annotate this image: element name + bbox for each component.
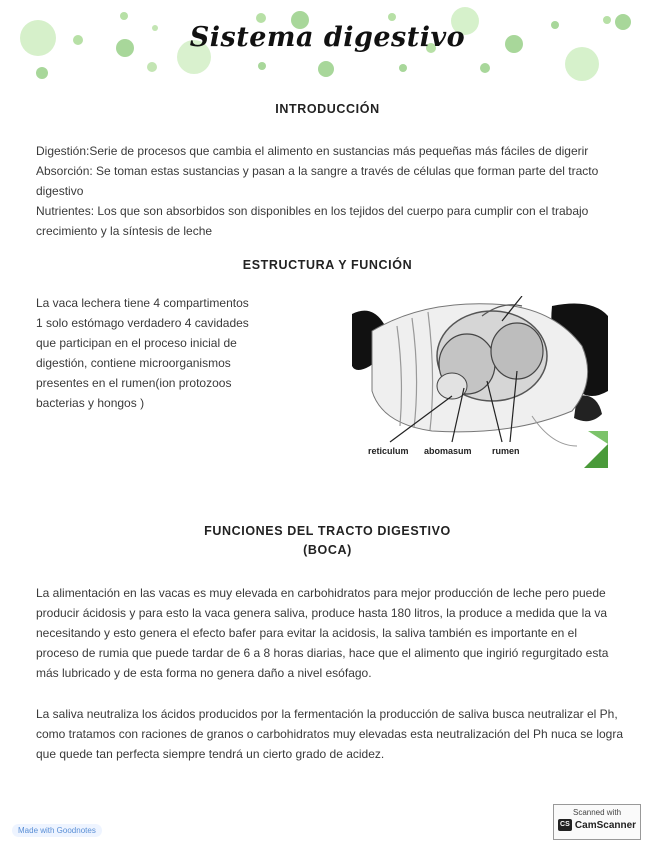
text-line: proceso de rumia que puede tardar de 6 a 8 horas diarias, hace que el alimento que ingirió regurgitado esta bbox=[36, 646, 609, 660]
label-reticulum: reticulum bbox=[368, 446, 409, 456]
page-title: Sistema digestivo bbox=[189, 22, 466, 53]
text-line: Digestión:Serie de procesos que cambia el alimento en sustancias más pequeñas más fáciles de digerir bbox=[36, 144, 589, 158]
text-line: La vaca lechera tiene 4 compartimentos bbox=[36, 296, 249, 310]
text-line: La alimentación en las vacas es muy elevada en carbohidratos para mejor producción de leche pero puede bbox=[36, 586, 606, 600]
scanner-brand: CamScanner bbox=[574, 819, 637, 831]
section-subheading-boca: (BOCA) bbox=[303, 543, 352, 557]
text-line: como tratamos con raciones de granos o carbohidratos muy elevadas esta neutralización del Ph nuca se logra bbox=[36, 727, 623, 741]
estructura-text bbox=[36, 293, 249, 413]
cow-stomach-illustration bbox=[352, 296, 608, 468]
goodnotes-badge: Made with Goodnotes bbox=[12, 824, 102, 837]
scanner-caption: Scanned with bbox=[572, 808, 622, 817]
section-heading-introduccion: INTRODUCCIÓN bbox=[275, 102, 380, 116]
label-rumen: rumen bbox=[492, 446, 520, 456]
camscanner-logo-icon: CS bbox=[558, 819, 572, 831]
text-line: más lubricado y de esta forma no genera daño a nivel esófago. bbox=[36, 666, 372, 680]
text-line: necesitando y esto genera el efecto bafer para evitar la acidosis, la saliva también es importante en el bbox=[36, 626, 577, 640]
camscanner-badge bbox=[553, 804, 641, 840]
funciones-paragraph-2 bbox=[36, 704, 623, 764]
funciones-paragraph-1 bbox=[36, 583, 608, 683]
section-heading-estructura: ESTRUCTURA Y FUNCIÓN bbox=[242, 258, 413, 272]
text-line: que quede tan perfecta siempre tendrá un cierto grado de acidez. bbox=[36, 747, 385, 761]
text-line: digestión, contiene microorganismos bbox=[36, 356, 231, 370]
text-line: que participan en el proceso inicial de bbox=[36, 336, 237, 350]
text-line: Nutrientes: Los que son absorbidos son disponibles en los tejidos del cuerpo para cumplir con el trabajo bbox=[36, 204, 589, 218]
text-line: presentes en el rumen(ion protozoos bbox=[36, 376, 232, 390]
text-line: crecimiento y la síntesis de leche bbox=[36, 224, 213, 238]
text-line: 1 solo estómago verdadero 4 cavidades bbox=[36, 316, 249, 330]
introduccion-text bbox=[36, 141, 598, 241]
label-abomasum: abomasum bbox=[424, 446, 472, 456]
text-line: La saliva neutraliza los ácidos producidos por la fermentación la producción de saliva busca neutralizar el Ph, bbox=[36, 707, 618, 721]
section-heading-funciones: FUNCIONES DEL TRACTO DIGESTIVO bbox=[204, 524, 451, 538]
text-line: Absorción: Se toman estas sustancias y pasan a la sangre a través de células que forman parte del tracto bbox=[36, 164, 599, 178]
text-line: bacterias y hongos ) bbox=[36, 396, 145, 410]
text-line: producir ácidosis y para esto la vaca genera saliva, produce hasta 180 litros, la produce a medida que la va bbox=[36, 606, 608, 620]
text-line: digestivo bbox=[36, 184, 84, 198]
